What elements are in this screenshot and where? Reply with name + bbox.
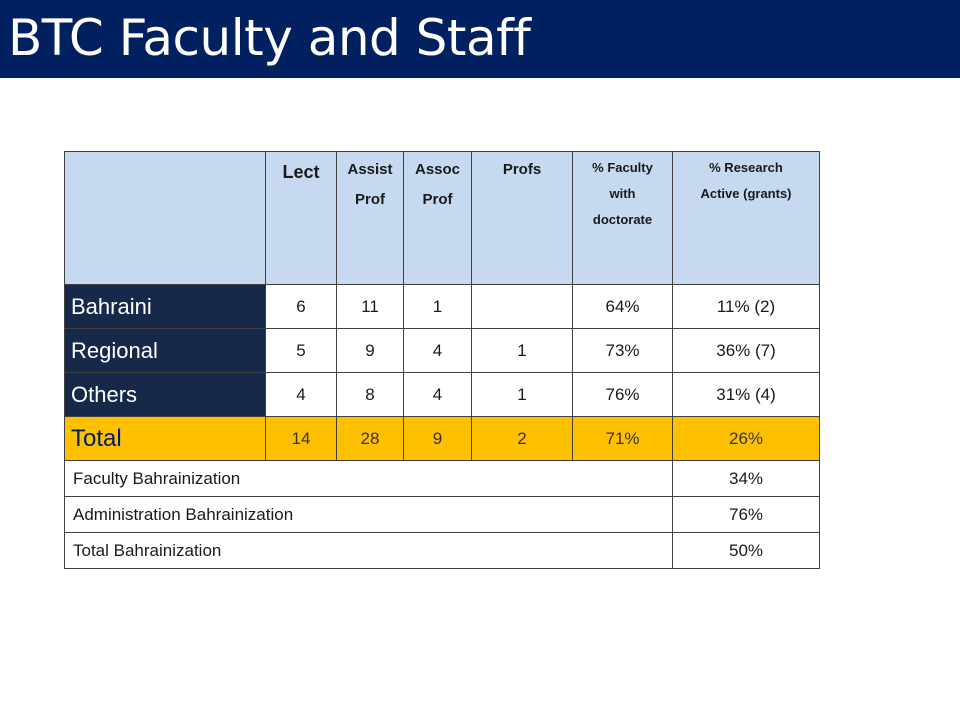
- cell-lect: 5: [266, 329, 337, 373]
- cell-lect: 14: [266, 417, 337, 461]
- summary-label: Faculty Bahrainization: [65, 461, 673, 497]
- cell-profs: 1: [472, 373, 573, 417]
- cell-doctorate: 71%: [573, 417, 673, 461]
- cell-profs: [472, 285, 573, 329]
- cell-assoc-prof: 9: [404, 417, 472, 461]
- row-label: Total: [65, 417, 266, 461]
- summary-label: Total Bahrainization: [65, 533, 673, 569]
- summary-row-total-bahrainization: [65, 533, 820, 569]
- cell-research: 31% (4): [673, 373, 820, 417]
- header-lect: Lect: [266, 152, 337, 285]
- faculty-staff-table: [64, 151, 820, 569]
- summary-value: 34%: [673, 461, 820, 497]
- summary-label: Administration Bahrainization: [65, 497, 673, 533]
- cell-profs: 2: [472, 417, 573, 461]
- summary-value: 50%: [673, 533, 820, 569]
- header-faculty-doctorate: % Faculty with doctorate: [573, 152, 673, 285]
- header-assoc-prof: Assoc Prof: [404, 152, 472, 285]
- cell-research: 26%: [673, 417, 820, 461]
- header-assist-prof: Assist Prof: [337, 152, 404, 285]
- cell-doctorate: 73%: [573, 329, 673, 373]
- table-row-bahraini: [65, 285, 820, 329]
- cell-research: 36% (7): [673, 329, 820, 373]
- row-label: Bahraini: [65, 285, 266, 329]
- table-header-row: [65, 152, 820, 285]
- summary-row-faculty-bahrainization: [65, 461, 820, 497]
- cell-assist-prof: 9: [337, 329, 404, 373]
- cell-assist-prof: 28: [337, 417, 404, 461]
- summary-row-administration-bahrainization: [65, 497, 820, 533]
- table-row-regional: [65, 329, 820, 373]
- cell-doctorate: 64%: [573, 285, 673, 329]
- cell-research: 11% (2): [673, 285, 820, 329]
- header-profs: Profs: [472, 152, 573, 285]
- cell-lect: 6: [266, 285, 337, 329]
- header-blank-cell: [65, 152, 266, 285]
- slide-title: BTC Faculty and Staff: [8, 9, 531, 67]
- row-label: Others: [65, 373, 266, 417]
- cell-assoc-prof: 1: [404, 285, 472, 329]
- cell-assoc-prof: 4: [404, 329, 472, 373]
- table-row-total: [65, 417, 820, 461]
- cell-doctorate: 76%: [573, 373, 673, 417]
- cell-assist-prof: 11: [337, 285, 404, 329]
- cell-profs: 1: [472, 329, 573, 373]
- cell-assist-prof: 8: [337, 373, 404, 417]
- cell-assoc-prof: 4: [404, 373, 472, 417]
- header-research-active: % Research Active (grants): [673, 152, 820, 285]
- title-bar: [0, 0, 960, 78]
- row-label: Regional: [65, 329, 266, 373]
- table-row-others: [65, 373, 820, 417]
- cell-lect: 4: [266, 373, 337, 417]
- summary-value: 76%: [673, 497, 820, 533]
